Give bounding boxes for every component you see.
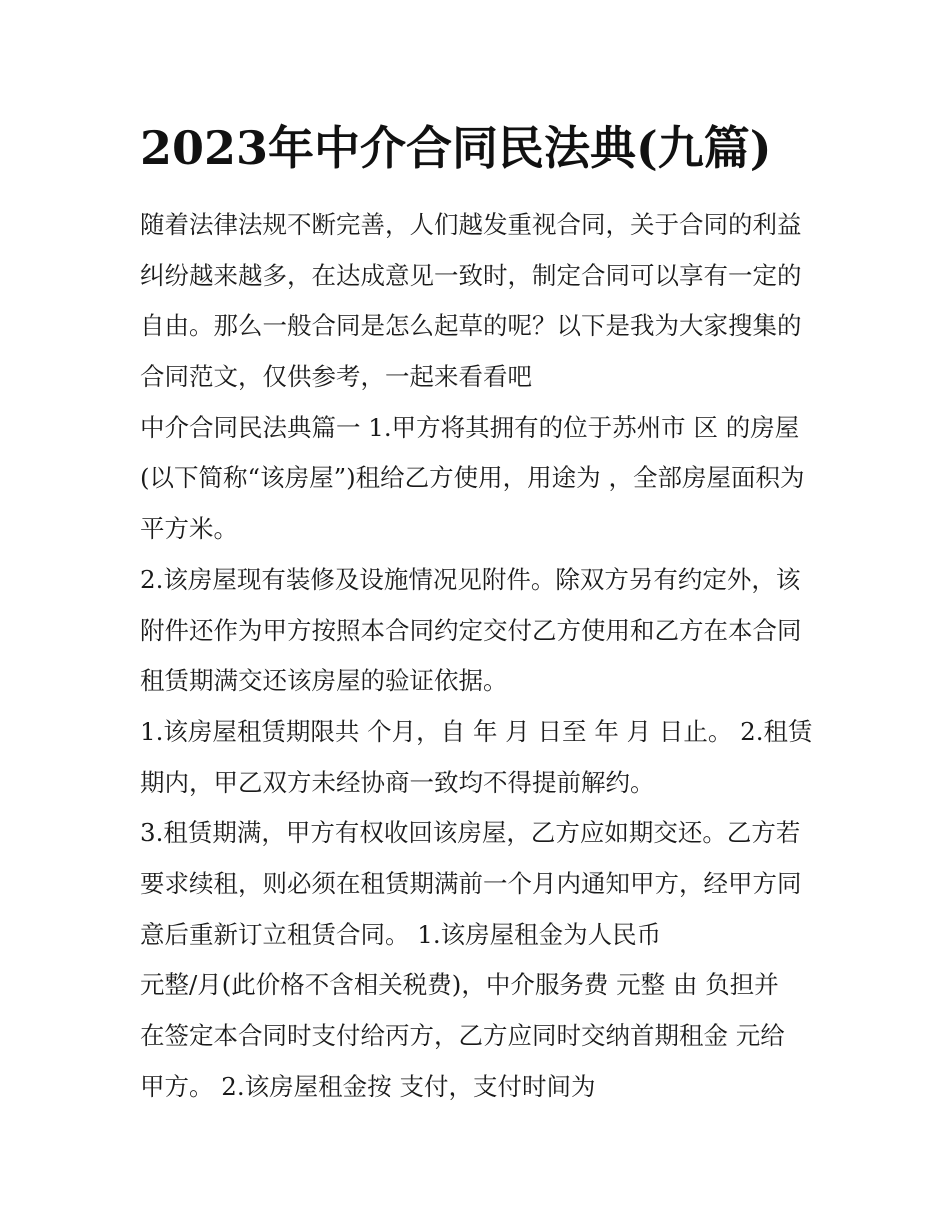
body-line: 租赁期满交还该房屋的验证依据。 — [140, 666, 508, 696]
body-line: 随着法律法规不断完善，人们越发重视合同，关于合同的利益 — [140, 210, 802, 239]
body-line: 元整/月(此价格不含相关税费)，中介服务费 元整 由 负担并 — [140, 970, 779, 1000]
body-line: 中介合同民法典篇一 1.甲方将其拥有的位于苏州市 区 的房屋 — [140, 412, 800, 442]
body-line: 在签定本合同时支付给丙方，乙方应同时交纳首期租金 元给 — [140, 1021, 785, 1050]
body-line: 要求续租，则必须在租赁期满前一个月内通知甲方，经甲方同 — [140, 868, 802, 898]
body-line: 平方米。 — [140, 514, 238, 544]
body-line: 3.租赁期满，甲方有权收回该房屋，乙方应如期交还。乙方若 — [140, 818, 801, 848]
body-line: 2.该房屋现有装修及设施情况见附件。除双方另有约定外，该 — [140, 564, 801, 594]
document-body — [140, 200, 820, 1112]
document-title: 2023年中介合同民法典(九篇) — [140, 121, 772, 175]
body-line: 期内，甲乙双方未经协商一致均不得提前解约。 — [140, 767, 655, 797]
body-line: 纠纷越来越多，在达成意见一致时，制定合同可以享有一定的 — [140, 260, 802, 290]
body-line: 甲方。 2.该房屋租金按 支付，支付时间为 — [140, 1071, 596, 1101]
body-line: 附件还作为甲方按照本合同约定交付乙方使用和乙方在本合同 — [140, 615, 802, 645]
body-line: 1.该房屋租赁期限共 个月，自 年 月 日至 年 月 日止。 2.租赁 — [140, 716, 813, 746]
body-line: 意后重新订立租赁合同。 1.该房屋租金为人民币 — [140, 919, 662, 949]
body-line: 自由。那么一般合同是怎么起草的呢？以下是我为大家搜集的 — [140, 311, 802, 341]
body-line: 合同范文，仅供参考，一起来看看吧 — [140, 362, 532, 392]
body-line: (以下简称“该房屋”)租给乙方使用，用途为 ，全部房屋面积为 — [140, 463, 805, 493]
